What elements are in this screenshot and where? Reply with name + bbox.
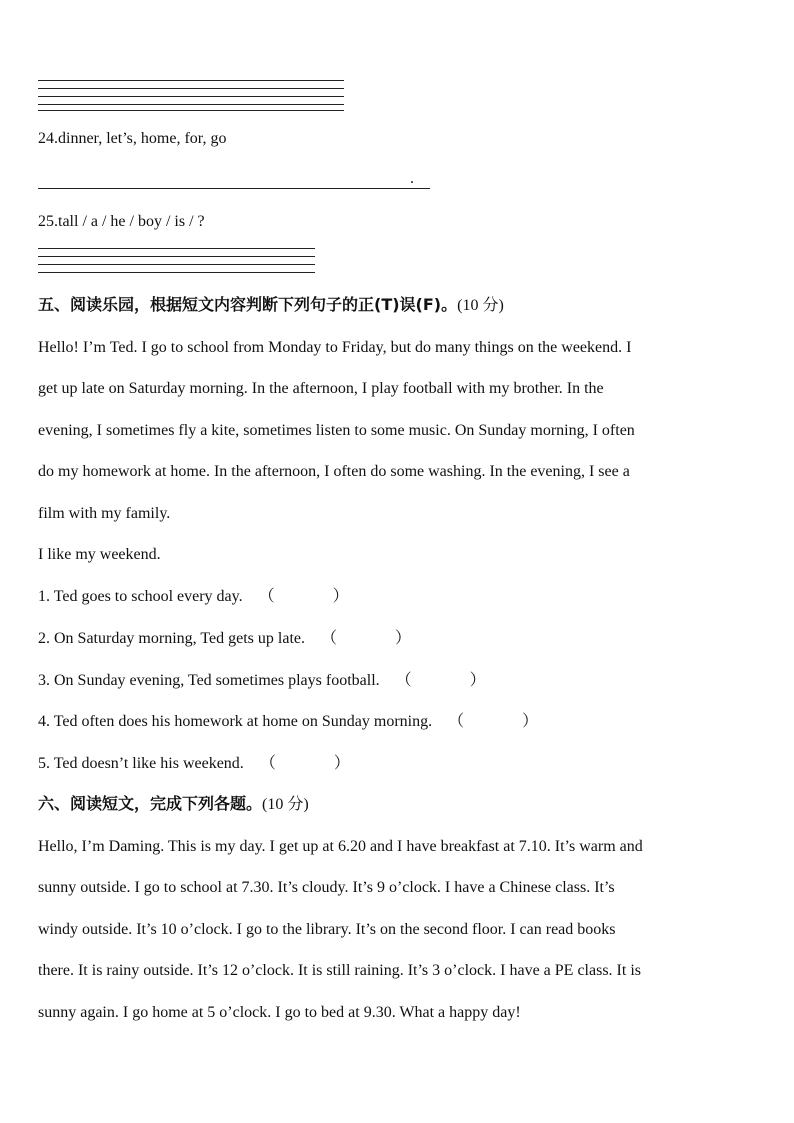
section5-title-text: 五、阅读乐园，根据短文内容判断下列句子的正(T)误(F)。 bbox=[38, 295, 458, 314]
q24-period: . bbox=[410, 170, 414, 187]
section6-passage-line: sunny again. I go home at 5 o’clock. I go to bed at 9.30. What a happy day! bbox=[38, 1004, 521, 1021]
tf-question-text: 5. Ted doesn’t like his weekend. bbox=[38, 755, 244, 772]
tf-answer-blank[interactable]: （ ） bbox=[320, 630, 412, 647]
section6-title bbox=[38, 794, 309, 815]
section6-score: (10 分) bbox=[262, 796, 309, 813]
section5-passage-line: do my homework at home. In the afternoon, I often do some washing. In the evening, I see a bbox=[38, 463, 630, 480]
section6-passage-line: Hello, I’m Daming. This is my day. I get up at 6.20 and I have breakfast at 7.10. It’s warm and bbox=[38, 838, 643, 855]
section5-passage-line: film with my family. bbox=[38, 505, 171, 522]
section5-passage-line: evening, I sometimes fly a kite, sometimes listen to some music. On Sunday morning, I often bbox=[38, 422, 635, 439]
tf-question bbox=[38, 587, 349, 607]
tf-question-text: 1. Ted goes to school every day. bbox=[38, 588, 243, 605]
tf-answer-blank[interactable]: （ ） bbox=[448, 713, 539, 730]
tf-question bbox=[38, 712, 538, 732]
answer-line bbox=[38, 96, 344, 97]
section5-passage-line: I like my weekend. bbox=[38, 546, 161, 563]
answer-line bbox=[38, 110, 344, 111]
section5-title bbox=[38, 295, 504, 316]
tf-question bbox=[38, 671, 486, 691]
tf-question-text: 4. Ted often does his homework at home on Sunday morning. bbox=[38, 713, 433, 730]
tf-answer-blank[interactable]: （ ） bbox=[259, 755, 350, 772]
section6-passage-line: sunny outside. I go to school at 7.30. It’s cloudy. It’s 9 o’clock. I have a Chinese class. It’s bbox=[38, 879, 615, 896]
section5-passage-line: get up late on Saturday morning. In the afternoon, I play football with my brother. In the bbox=[38, 380, 604, 397]
q25-prompt: 25.tall / a / he / boy / is / ? bbox=[38, 213, 205, 230]
tf-question bbox=[38, 754, 350, 774]
answer-line bbox=[38, 88, 344, 89]
section5-score: (10 分) bbox=[457, 297, 504, 314]
tf-answer-blank[interactable]: （ ） bbox=[395, 672, 486, 689]
answer-line bbox=[38, 104, 344, 105]
tf-question bbox=[38, 629, 411, 649]
answer-line bbox=[38, 248, 315, 249]
answer-line bbox=[38, 272, 315, 273]
section6-passage-line: there. It is rainy outside. It’s 12 o’clock. It is still raining. It’s 3 o’clock. I have a PE class. It is bbox=[38, 962, 641, 979]
section6-title-text: 六、阅读短文，完成下列各题。 bbox=[38, 794, 263, 813]
tf-question-text: 2. On Saturday morning, Ted gets up late. bbox=[38, 630, 305, 647]
q24-answer-line[interactable] bbox=[38, 188, 430, 189]
q24-prompt: 24.dinner, let’s, home, for, go bbox=[38, 130, 227, 147]
section5-passage-line: Hello! I’m Ted. I go to school from Monday to Friday, but do many things on the weekend. I bbox=[38, 339, 632, 356]
tf-answer-blank[interactable]: （ ） bbox=[258, 588, 349, 605]
answer-line bbox=[38, 80, 344, 81]
tf-question-text: 3. On Sunday evening, Ted sometimes plays football. bbox=[38, 672, 380, 689]
section6-passage-line: windy outside. It’s 10 o’clock. I go to the library. It’s on the second floor. I can read books bbox=[38, 921, 616, 938]
answer-line bbox=[38, 264, 315, 265]
answer-line bbox=[38, 256, 315, 257]
